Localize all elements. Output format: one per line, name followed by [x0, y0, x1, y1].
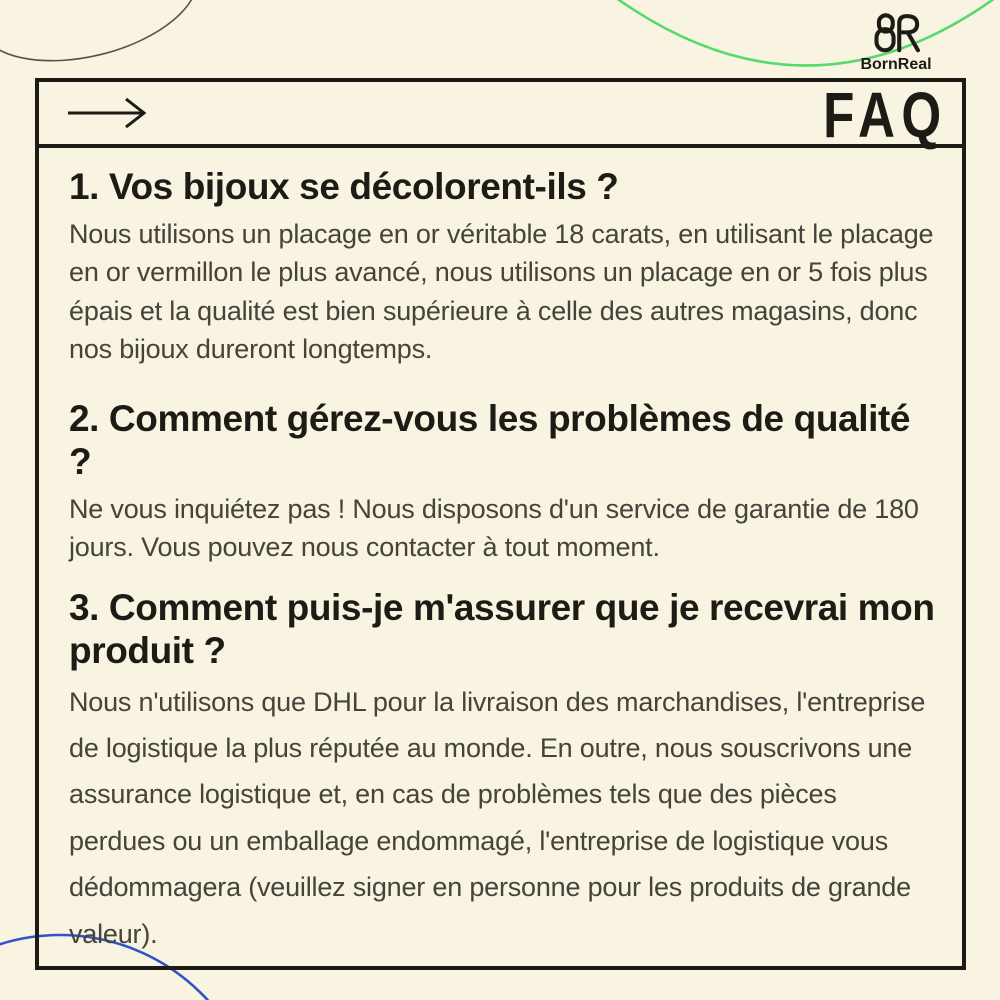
arrow-right-icon [65, 96, 151, 130]
faq-header [39, 79, 962, 152]
faq-content [39, 148, 962, 957]
brand-name: BornReal [860, 56, 932, 73]
faq-card [35, 78, 966, 970]
faq-question: 3. Comment puis-je m'assurer que je recevrai mon produit ? [69, 586, 935, 671]
ellipse-outline-decoration [0, 0, 210, 81]
faq-answer: Nous n'utilisons que DHL pour la livraison des marchandises, l'entreprise de logistique la plus réputée au monde. En outre, nous souscrivons une assurance logistique et, en cas de problèmes tels que des pièces perdues ou un emballage endommagé, l'entreprise de logistique vous dédommagera (veuillez signer en personne pour les produits de grande valeur). [69, 686, 926, 949]
bornreal-monogram-icon [870, 12, 922, 56]
faq-item [69, 398, 940, 566]
faq-question: 2. Comment gérez-vous les problèmes de qualité ? [69, 398, 911, 483]
faq-item [69, 587, 940, 957]
faq-title: FAQ [823, 79, 948, 152]
faq-answer: Nous utilisons un placage en or véritable 18 carats, en utilisant le placage en or vermillon le plus avancé, nous utilisons un placage en or 5 fois plus épais et la qualité est bien supérieure à celle des autres magasins, donc nos bijoux dureront longtemps. [69, 218, 934, 364]
faq-item [69, 166, 940, 368]
faq-answer: Ne vous inquiétez pas ! Nous disposons d'un service de garantie de 180 jours. Vous pouvez nous contacter à tout moment. [69, 494, 919, 563]
brand-logo [844, 12, 948, 73]
faq-question: 1. Vos bijoux se décolorent-ils ? [69, 166, 619, 207]
